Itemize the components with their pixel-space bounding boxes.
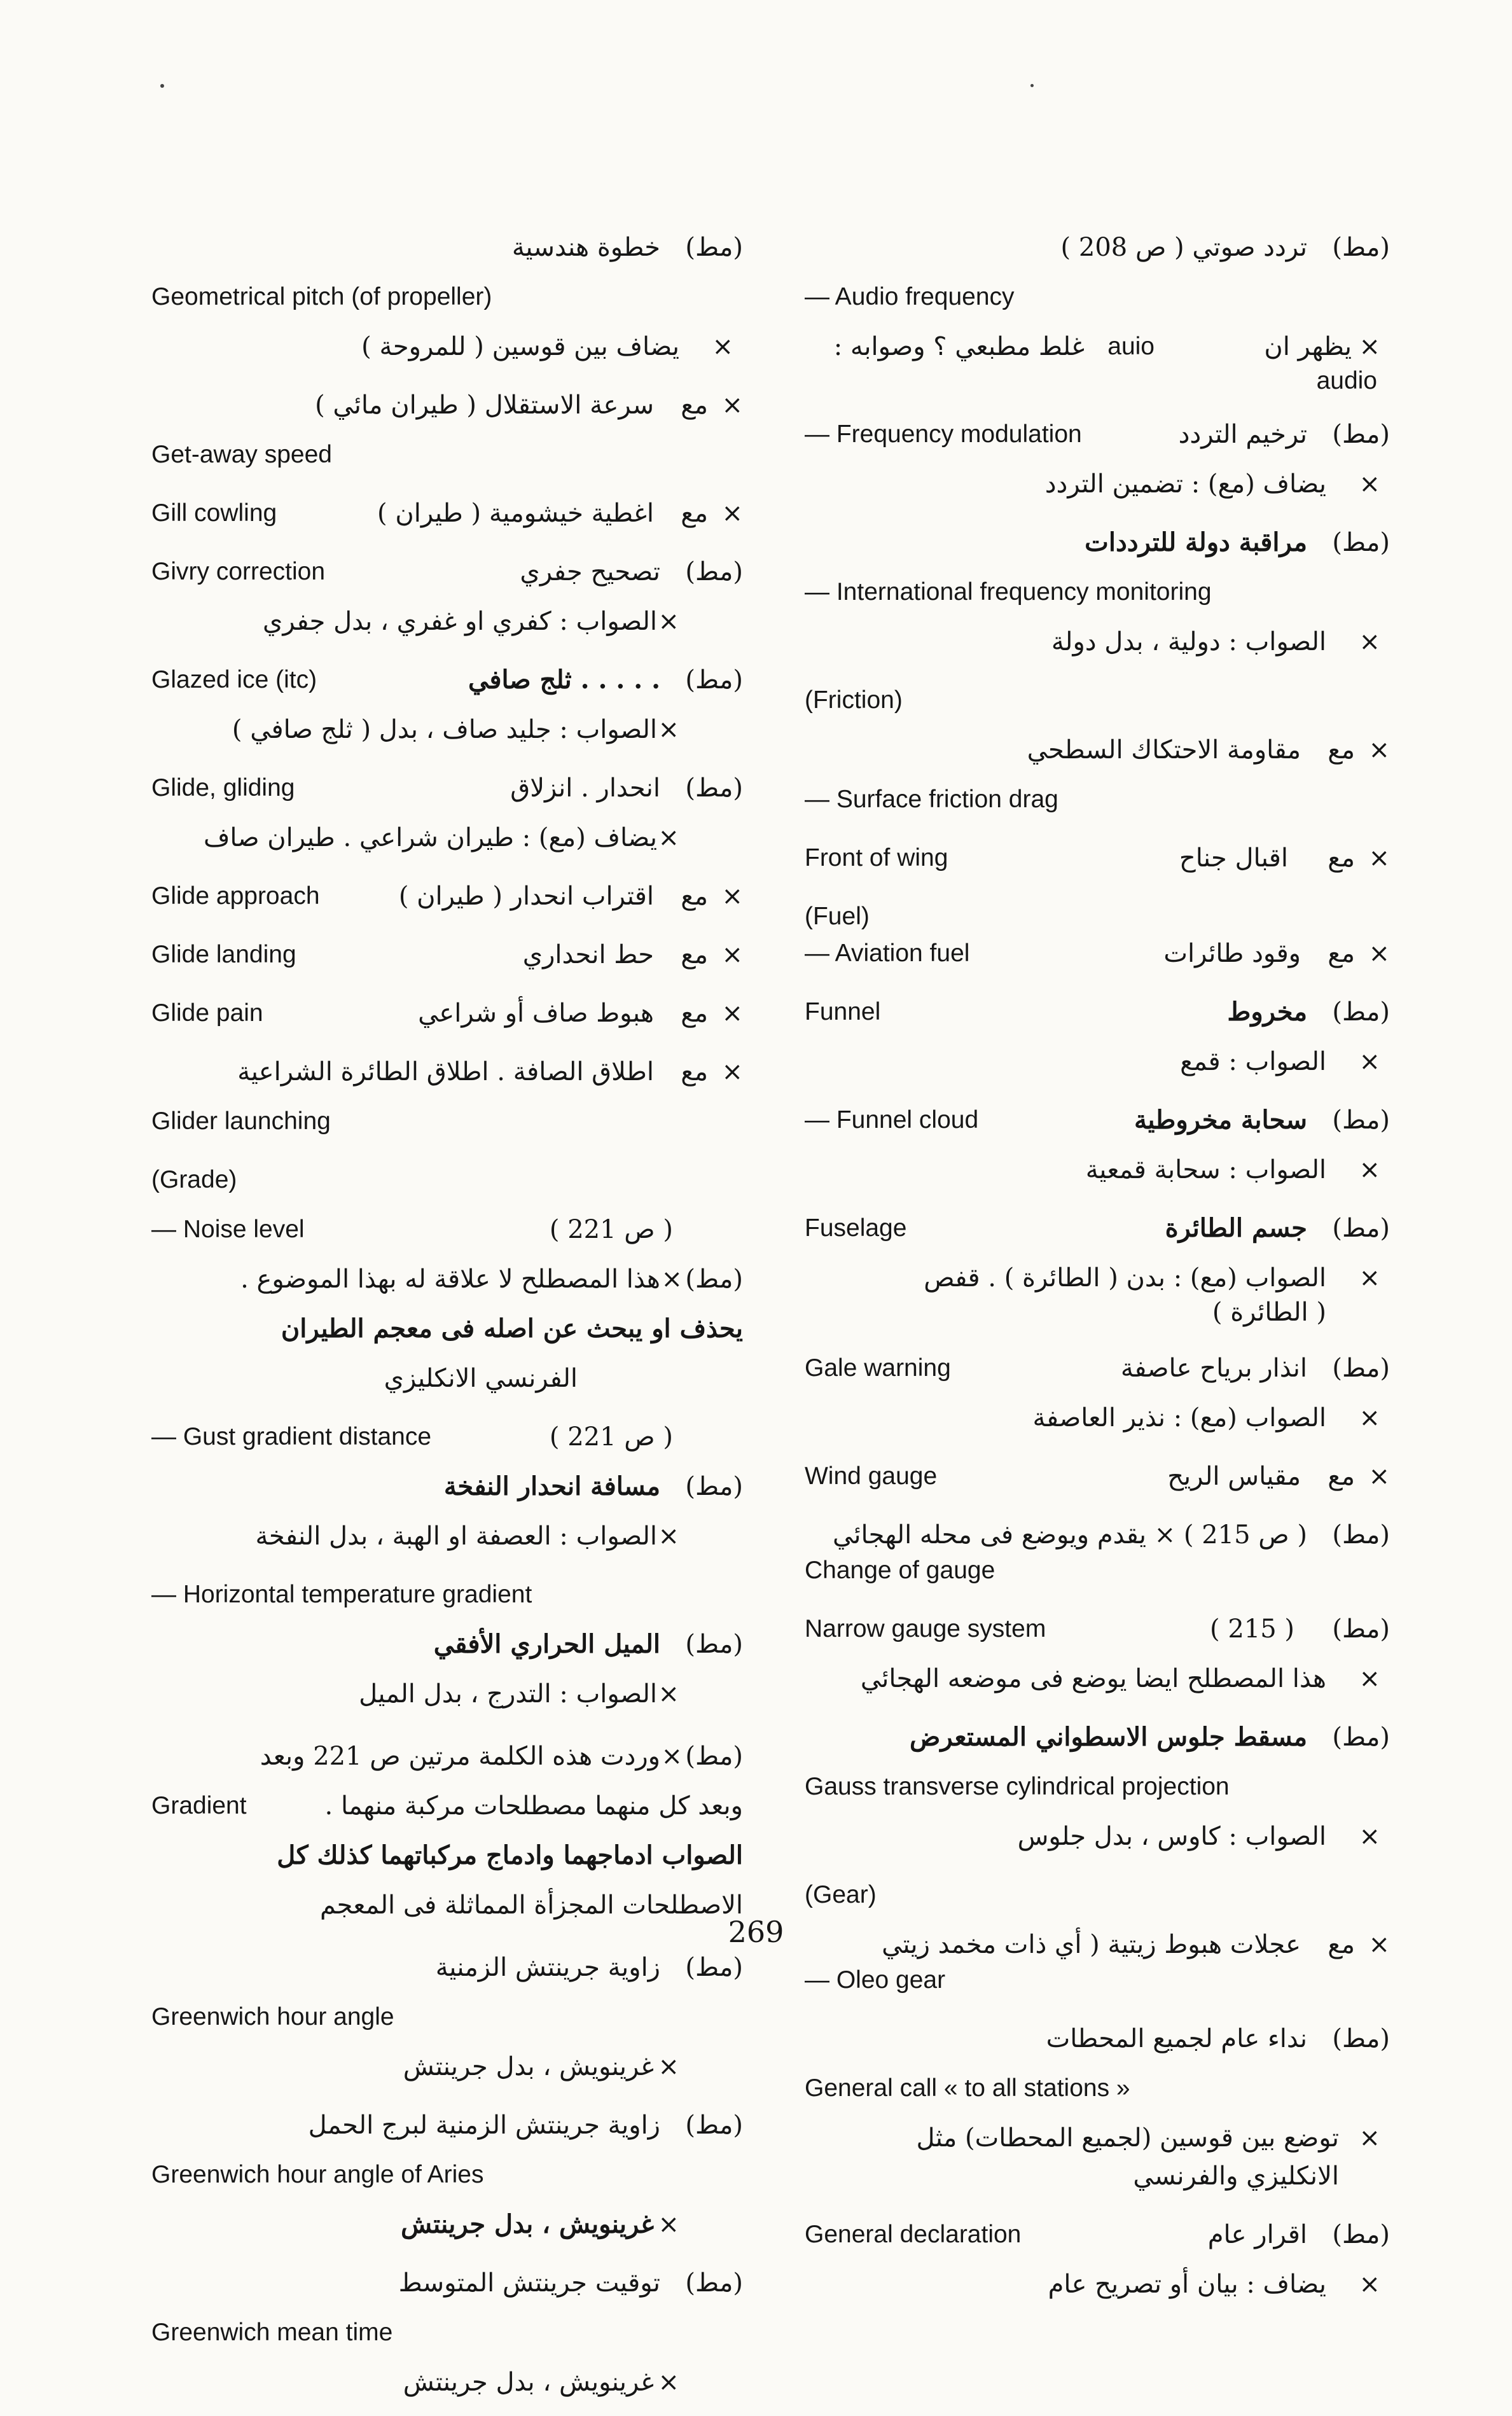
arabic-term: زاوية جرينتش الزمنية لبرج الحمل	[308, 2111, 660, 2140]
entry-tag: مع	[1328, 735, 1355, 765]
english-term: Geometrical pitch (of propeller)	[151, 283, 492, 310]
correction-note: غلط مطبعي ؟ وصوابه :	[833, 332, 1085, 361]
english-term: Glider launching	[151, 1107, 331, 1135]
cross-mark: ×	[721, 499, 743, 528]
corrected-word: audio	[1316, 367, 1377, 394]
cross-mark: ×	[721, 391, 743, 420]
entry-gust-gradient-distance	[151, 1412, 743, 1561]
entry-geometrical-pitch	[151, 223, 743, 371]
group-heading: (Grade)	[151, 1166, 237, 1193]
correction-note: يضاف : بيان أو تصريح عام	[1048, 2270, 1326, 2299]
cross-mark: ×	[1359, 627, 1380, 656]
english-term: Gradient	[151, 1792, 247, 1819]
cross-mark: ×	[658, 607, 679, 636]
entry-tag: (مط)	[1332, 1354, 1390, 1383]
english-term: Gale warning	[805, 1354, 951, 1382]
correction-note: الاصطلحات المجزأة المماثلة فى المعجم	[319, 1891, 743, 1920]
arabic-term: زاوية جرينتش الزمنية	[435, 1953, 660, 1982]
cross-mark: ×	[712, 332, 733, 361]
entry-tag: (مط)	[1332, 420, 1390, 449]
correction-note: الصواب : سحابة قمعية	[1085, 1155, 1326, 1184]
entry-glazed-ice	[151, 655, 743, 754]
entry-tag: (مط)	[685, 2111, 743, 2140]
cross-mark: ×	[1359, 1403, 1380, 1433]
entry-tag: (مط)	[1332, 1723, 1390, 1752]
entry-audio-frequency	[805, 223, 1390, 401]
english-term: Gill cowling	[151, 499, 277, 527]
correction-note: الصواب (مع) : نذير العاصفة	[1032, 1403, 1326, 1433]
arabic-term: نداء عام لجميع المحطات	[1046, 2024, 1307, 2053]
english-term: — Horizontal temperature gradient	[151, 1581, 532, 1608]
english-term: Greenwich mean time	[151, 2319, 393, 2346]
arabic-term: مخروط	[1227, 997, 1307, 1027]
entry-tag: مع	[681, 499, 708, 528]
entry-tag: (مط)	[685, 1953, 743, 1982]
english-term: — Frequency modulation	[805, 420, 1082, 448]
page-number: 269	[728, 1915, 784, 1949]
cross-mark: ×	[721, 940, 743, 969]
entry-gradient-note	[151, 1732, 743, 1930]
entry-tag: (مط)	[1332, 1214, 1390, 1243]
arabic-term: جسم الطائرة	[1165, 1213, 1307, 1243]
english-term: Greenwich hour angle of Aries	[151, 2161, 484, 2188]
cross-mark: ×	[1359, 2270, 1380, 2299]
arabic-term: مراقبة دولة للترددات	[1085, 527, 1307, 557]
entry-glider-launching	[151, 1047, 743, 1146]
english-term: — International frequency monitoring	[805, 578, 1212, 606]
english-term: Front of wing	[805, 844, 948, 871]
cross-mark: ×	[658, 2052, 679, 2081]
correction-note: غرينويش ، بدل جرينتش	[401, 2209, 654, 2239]
page-reference: ( ص 221 )	[549, 1215, 673, 1244]
page-reference: ( ص 221 )	[549, 1422, 673, 1452]
english-term: Fuselage	[805, 1214, 907, 1242]
cross-mark: ×	[1359, 1155, 1380, 1184]
cross-mark: ×	[721, 1057, 743, 1087]
arabic-term: اقتراب انحدار ( طيران )	[398, 882, 654, 911]
english-term: Narrow gauge system	[805, 1615, 1046, 1642]
entry-general-declaration	[805, 2210, 1390, 2309]
english-term: — Noise level	[151, 1216, 305, 1243]
cross-mark: ×	[658, 823, 679, 852]
correction-note: يضاف (مع) : طيران شراعي . طيران صاف	[203, 823, 657, 852]
page-reference: ( 215 )	[1209, 1614, 1294, 1644]
entry-tag: (مط)	[685, 1742, 743, 1771]
entry-international-frequency-monitoring	[805, 518, 1390, 667]
correction-note: غرينويش ، بدل جرينتش	[403, 2052, 654, 2081]
arabic-term: تصحيح جفري	[520, 557, 660, 587]
entry-gauss-projection	[805, 1712, 1390, 1861]
entry-tag: (مط)	[685, 1265, 743, 1294]
cross-mark: ×	[1368, 1930, 1390, 1959]
english-term: — Audio frequency	[805, 283, 1015, 310]
english-term: — Aviation fuel	[805, 940, 970, 967]
cross-mark: ×	[661, 1742, 683, 1771]
arabic-term: انذار برياح عاصفة	[1120, 1354, 1307, 1383]
entry-gill-cowling	[151, 489, 743, 538]
cross-mark: ×	[658, 715, 679, 744]
entry-glide-landing	[151, 930, 743, 980]
cross-mark: ×	[1359, 469, 1380, 499]
arabic-term: وقود طائرات	[1163, 939, 1301, 968]
cross-mark: ×	[658, 2210, 679, 2239]
english-term: General declaration	[805, 2221, 1022, 2248]
entry-tag: (مط)	[685, 2268, 743, 2298]
entry-tag: (مط)	[1332, 1106, 1390, 1135]
arabic-term: اغطية خيشومية ( طيران )	[377, 499, 654, 528]
group-heading: (Friction)	[805, 686, 903, 714]
english-term: Glide landing	[151, 941, 296, 968]
cross-mark: ×	[1359, 1047, 1380, 1076]
entry-tag: (مط)	[1332, 1614, 1390, 1644]
arabic-term: الميل الحراري الأفقي	[433, 1629, 660, 1659]
correction-note: الانكليزي والفرنسي	[1133, 2162, 1339, 2191]
correction-note: يضاف (مع) : تضمين التردد	[1044, 469, 1326, 499]
arabic-term: اقبال جناح	[1179, 844, 1288, 873]
entry-grade-noise-level	[151, 1155, 743, 1403]
cross-mark: ×	[1359, 332, 1380, 361]
entry-tag: مع	[681, 1057, 708, 1087]
entry-tag: (مط)	[685, 557, 743, 587]
entry-tag: مع	[1328, 844, 1355, 873]
entry-frequency-modulation	[805, 410, 1390, 509]
right-column	[805, 223, 1390, 2318]
misprint-word: auio	[1107, 333, 1155, 360]
left-column	[151, 223, 743, 2416]
entry-funnel-cloud	[805, 1095, 1390, 1195]
entry-tag: (مط)	[1332, 233, 1390, 262]
entry-get-away-speed	[151, 380, 743, 480]
correction-note: الصواب ادماجهما وادماج مركباتهما كذلك كل	[277, 1840, 743, 1870]
entry-tag: (مط)	[685, 1630, 743, 1659]
group-heading: (Fuel)	[805, 903, 870, 930]
arabic-term: حط انحداري	[522, 940, 654, 969]
entry-glide-pain	[151, 989, 743, 1038]
arabic-term: ترخيم التردد	[1178, 420, 1307, 449]
english-term: Glide approach	[151, 882, 320, 910]
entry-glide-approach	[151, 871, 743, 921]
correction-note: يظهر ان	[1264, 332, 1352, 361]
entry-tag: (مط)	[685, 774, 743, 803]
cross-mark: ×	[1368, 1462, 1390, 1491]
arabic-term: مقياس الريح	[1167, 1462, 1301, 1491]
cross-mark: ×	[1368, 844, 1390, 873]
entry-narrow-gauge-system	[805, 1604, 1390, 1704]
entry-glide-gliding	[151, 763, 743, 863]
arabic-term: عجلات هبوط زيتية ( أي ذات مخمد زيتي	[882, 1930, 1301, 1959]
english-term: Gauss transverse cylindrical projection	[805, 1773, 1230, 1800]
cross-mark: ×	[1368, 735, 1390, 765]
correction-note: غرينويش ، بدل جرينتش	[403, 2368, 654, 2397]
english-term: Change of gauge	[805, 1557, 995, 1584]
entry-aviation-fuel	[805, 892, 1390, 978]
entry-gale-warning	[805, 1343, 1390, 1443]
english-term: Get-away speed	[151, 441, 332, 468]
entry-surface-friction-drag	[805, 676, 1390, 824]
cross-mark: ×	[1359, 1664, 1380, 1693]
correction-note: ( ص 215 ) × يقدم ويوضع فى محله الهجائي	[833, 1520, 1307, 1550]
arabic-term: . . . . . ثلج صافي	[468, 665, 660, 695]
english-term: Glide pain	[151, 999, 263, 1027]
group-heading: (Gear)	[805, 1881, 877, 1908]
arabic-term: مقاومة الاحتكاك السطحي	[1027, 735, 1301, 765]
correction-note: الصواب : العصفة او الهبة ، بدل النفخة	[255, 1522, 657, 1551]
entry-tag: مع	[1328, 1930, 1355, 1959]
entry-general-call	[805, 2014, 1390, 2201]
cross-mark: ×	[658, 1679, 679, 1709]
entry-front-of-wing	[805, 833, 1390, 883]
correction-note: الصواب : قمع	[1180, 1047, 1326, 1076]
entry-greenwich-mean-time	[151, 2258, 743, 2407]
correction-note: الفرنسي الانكليزي	[384, 1364, 578, 1393]
correction-note: وبعد كل منهما مصطلحات مركبة منهما .	[324, 1791, 743, 1821]
arabic-term: مسقط جلوس الاسطواني المستعرض	[910, 1722, 1307, 1752]
entry-tag: (مط)	[1332, 2220, 1390, 2249]
entry-greenwich-hour-angle	[151, 1943, 743, 2092]
english-term: General call « to all stations »	[805, 2074, 1130, 2102]
correction-note: ( الطائرة )	[1212, 1298, 1326, 1327]
entry-fuselage	[805, 1204, 1390, 1335]
english-term: — Funnel cloud	[805, 1106, 979, 1134]
entry-tag: (مط)	[685, 1472, 743, 1501]
cross-mark: ×	[1359, 2123, 1380, 2153]
english-term: Greenwich hour angle	[151, 2003, 394, 2031]
correction-note: الصواب (مع) : بدن ( الطائرة ) . قفص	[924, 1263, 1326, 1293]
english-term: — Oleo gear	[805, 1966, 946, 1994]
entry-tag: (مط)	[685, 233, 743, 262]
arabic-term: تردد صوتي ( ص 208 )	[1060, 233, 1307, 262]
cross-mark: ×	[658, 1522, 679, 1551]
english-term: — Gust gradient distance	[151, 1423, 432, 1450]
english-term: Glazed ice (itc)	[151, 666, 317, 693]
arabic-term: اطلاق الصافة . اطلاق الطائرة الشراعية	[237, 1057, 654, 1087]
entry-wind-gauge	[805, 1452, 1390, 1501]
english-term: — Surface friction drag	[805, 786, 1058, 813]
entry-tag: مع	[681, 940, 708, 969]
entry-tag: (مط)	[685, 665, 743, 695]
entry-tag: (مط)	[1332, 528, 1390, 557]
correction-note: الصواب : كفري او غفري ، بدل جفري	[263, 607, 657, 636]
english-term: Funnel	[805, 998, 881, 1025]
arabic-term: سرعة الاستقلال ( طيران مائي )	[315, 391, 654, 420]
arabic-term: توقيت جرينتش المتوسط	[398, 2268, 660, 2298]
cross-mark: ×	[1359, 1263, 1380, 1293]
english-term: Glide, gliding	[151, 774, 295, 802]
entry-tag: مع	[681, 882, 708, 911]
correction-note: توضع بين قوسين (لجميع المحطات) مثل	[916, 2123, 1339, 2153]
cross-mark: ×	[1359, 1822, 1380, 1851]
cross-mark: ×	[721, 999, 743, 1028]
arabic-term: انحدار . انزلاق	[510, 774, 660, 803]
arabic-term: سحابة مخروطية	[1134, 1105, 1307, 1135]
entry-tag: (مط)	[1332, 997, 1390, 1027]
cross-mark: ×	[661, 1265, 683, 1294]
entry-change-of-gauge	[805, 1510, 1390, 1595]
correction-note: هذا المصطلح لا علاقة له بهذا الموضوع .	[240, 1265, 660, 1294]
entry-tag: مع	[681, 391, 708, 420]
correction-note: الصواب : التدرج ، بدل الميل	[359, 1679, 657, 1709]
cross-mark: ×	[658, 2368, 679, 2397]
cross-mark: ×	[1368, 939, 1390, 968]
scan-speck	[1030, 84, 1034, 87]
entry-tag: مع	[1328, 1462, 1355, 1491]
entry-tag: (مط)	[1332, 2024, 1390, 2053]
correction-note: يحذف او يبحث عن اصله فى معجم الطيران	[281, 1314, 743, 1343]
entry-tag: مع	[681, 999, 708, 1028]
entry-greenwich-hour-angle-aries	[151, 2100, 743, 2249]
arabic-term: خطوة هندسية	[511, 233, 660, 262]
correction-note: هذا المصطلح ايضا يوضع فى موضعه الهجائي	[860, 1664, 1326, 1693]
cross-mark: ×	[721, 882, 743, 911]
entry-tag: مع	[1328, 939, 1355, 968]
correction-note: الصواب : دولية ، بدل دولة	[1051, 627, 1326, 656]
arabic-term: اقرار عام	[1207, 2220, 1307, 2249]
entry-tag: (مط)	[1332, 1520, 1390, 1550]
scan-speck	[160, 84, 164, 88]
english-term: Wind gauge	[805, 1462, 938, 1490]
correction-note: وردت هذه الكلمة مرتين ص 221 وبعد	[260, 1742, 660, 1771]
arabic-term: مسافة انحدار النفخة	[443, 1471, 660, 1501]
entry-givry-correction	[151, 547, 743, 646]
correction-note: يضاف بين قوسين ( للمروحة )	[361, 332, 679, 361]
correction-note: الصواب : كاوس ، بدل جلوس	[1017, 1822, 1326, 1851]
entry-funnel	[805, 987, 1390, 1087]
english-term: Givry correction	[151, 558, 326, 585]
entry-horizontal-temperature-gradient	[151, 1570, 743, 1719]
correction-note: الصواب : جليد صاف ، بدل ( ثلج صافي )	[232, 715, 657, 744]
arabic-term: هبوط صاف أو شراعي	[418, 999, 654, 1028]
